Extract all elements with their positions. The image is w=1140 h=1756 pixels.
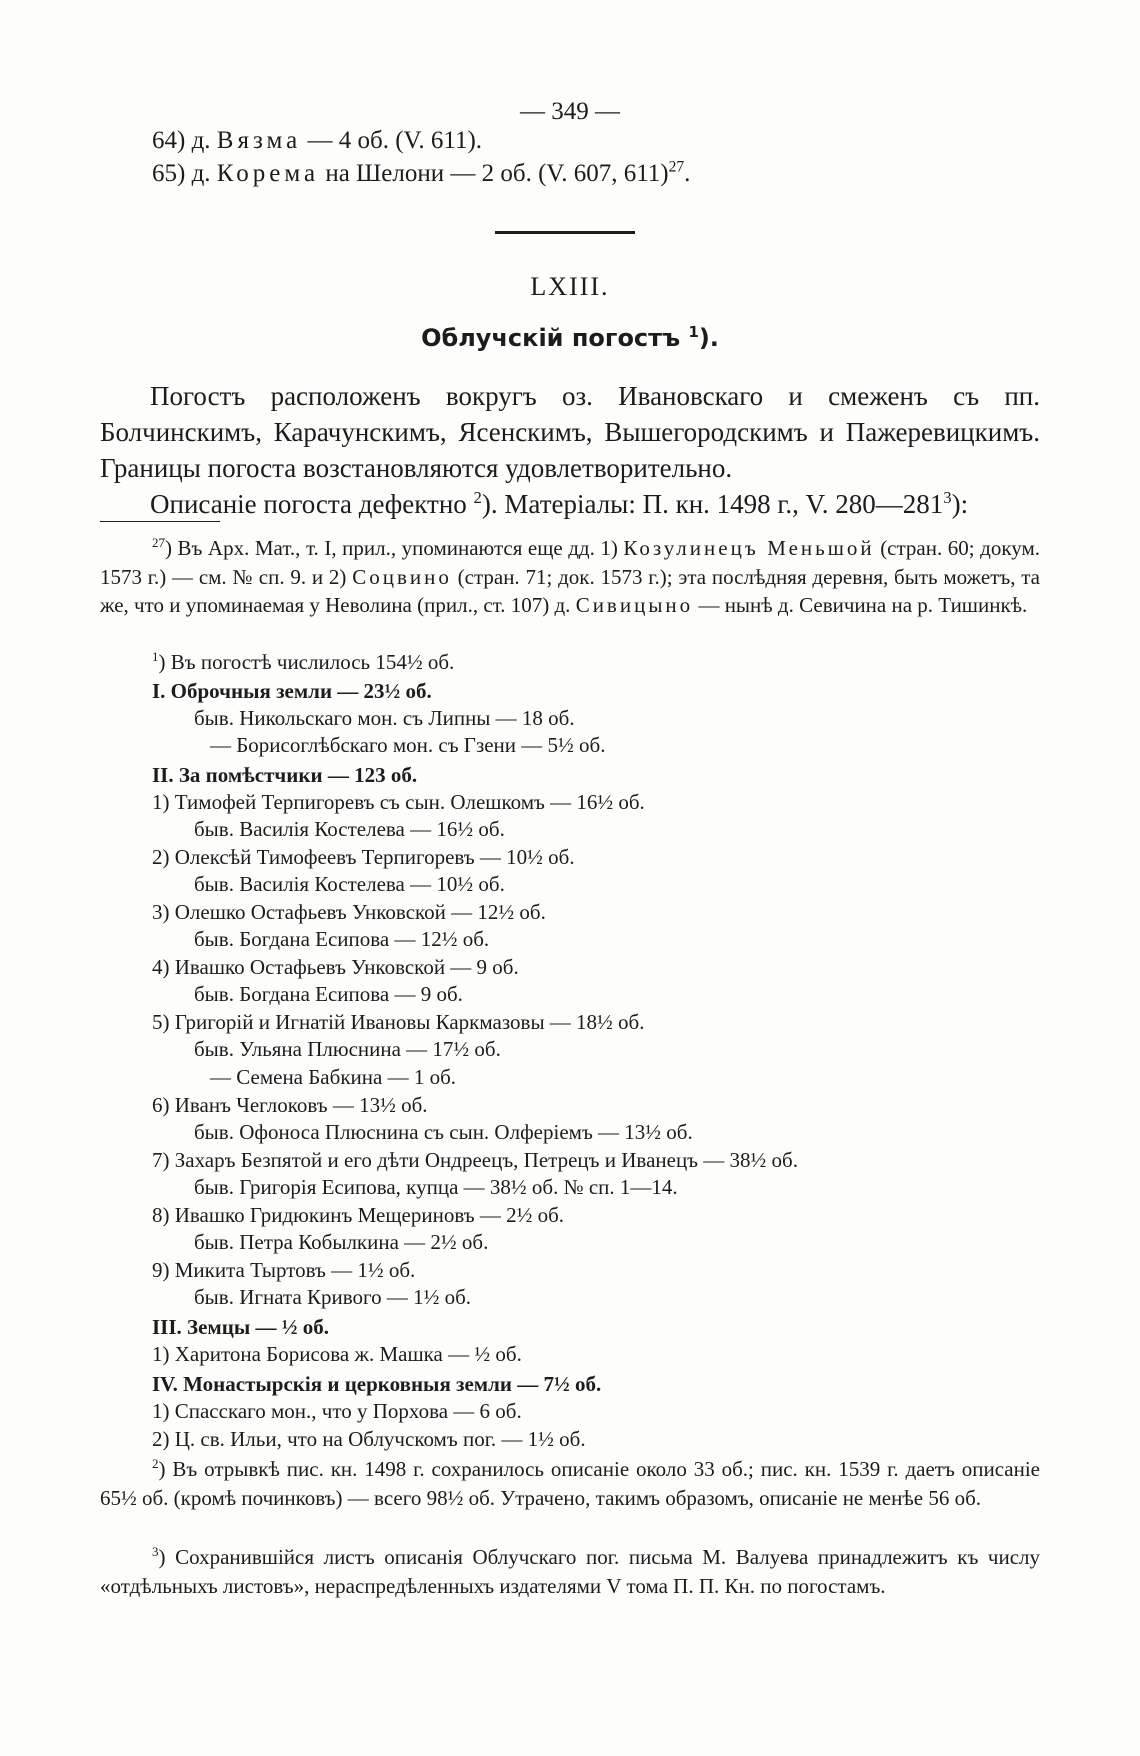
- ledger-heading: II. За помѣстчики — 123 об.: [152, 763, 418, 787]
- desc-text: ). Матеріалы: П. кн. 1498 г., V. 280—281: [481, 489, 944, 519]
- footnote-mark: 3: [152, 1544, 159, 1559]
- prev-entry-64: [152, 127, 482, 155]
- ledger-line: 8) Ивашко Гридюкинъ Мещериновъ — 2½ об.: [152, 1203, 565, 1227]
- ledger-heading: III. Земцы — ½ об.: [152, 1315, 329, 1339]
- village-name: Корема: [216, 160, 320, 187]
- ledger-line: 2) Ц. св. Ильи, что на Облучскомъ пог. — 1½ об.: [152, 1427, 586, 1451]
- ledger-line: быв. Игната Кривого — 1½ об.: [194, 1285, 472, 1309]
- ledger-line: 7) Захаръ Безпятой и его дѣти Ондреецъ, Петрецъ и Иванецъ — 38½ об.: [152, 1148, 798, 1172]
- village-name: Козулинецъ Меньшой: [623, 536, 875, 560]
- ledger-line: 9) Микита Тыртовъ — 1½ об.: [152, 1258, 416, 1282]
- ledger-line: — Борисоглѣбскаго мон. съ Гзени — 5½ об.: [210, 733, 606, 757]
- ledger-line: 4) Ивашко Остафьевъ Унковской — 9 об.: [152, 955, 519, 979]
- footnote-3: [100, 1543, 1040, 1600]
- footnote-27: [100, 534, 1040, 620]
- village-name: Вязма: [216, 127, 302, 154]
- village-name: Сивицыно: [575, 593, 694, 617]
- entry-number: 65) д.: [152, 160, 211, 187]
- ledger-line: быв. Петра Кобылкина — 2½ об.: [194, 1230, 489, 1254]
- section-title: [0, 324, 1140, 352]
- section-divider: [495, 231, 635, 234]
- section-title-text: Облучскій погостъ: [421, 324, 681, 352]
- entry-end: .: [684, 160, 691, 187]
- entry-number: 64) д.: [152, 127, 211, 154]
- ledger-line: быв. Василія Костелева — 10½ об.: [194, 872, 505, 896]
- ledger-line: быв. Ульяна Плюснина — 17½ об.: [194, 1037, 501, 1061]
- ledger-line: быв. Никольскаго мон. съ Липны — 18 об.: [194, 706, 575, 730]
- footnote-ref: 3: [943, 488, 952, 507]
- ledger-line: 5) Григорій и Игнатій Ивановы Каркмазовы — 18½ об.: [152, 1010, 645, 1034]
- intro-paragraph: Погостъ расположенъ вокругъ оз. Ивановскаго и смеженъ съ пп. Болчинскимъ, Карачунскимъ, Ясенскимъ, Вышегородскимъ и Пажеревицкимъ. Границы погоста возстановляются удовлетворительно.: [100, 381, 1040, 483]
- footnote-text: ) Сохранившійся листъ описанія Облучскаго пог. письма М. Валуева принадлежитъ къ числу «отдѣльныхъ листовъ», нераспредѣленныхъ издателями V тома П. П. Кн. по погостамъ.: [100, 1545, 1040, 1598]
- ledger-heading: I. Оброчныя земли — 23½ об.: [152, 679, 432, 703]
- footnote-text: — нынѣ д. Севичина на р. Тишинкѣ.: [698, 593, 1028, 617]
- footnote-2: [100, 1455, 1040, 1512]
- ledger-line: 1) Харитона Борисова ж. Машка — ½ об.: [152, 1342, 522, 1366]
- footnote-ref: 27: [668, 158, 685, 176]
- ledger-line: быв. Василія Костелева — 16½ об.: [194, 817, 505, 841]
- entry-text: на Шелони — 2 об. (V. 607, 611): [325, 160, 669, 187]
- footnote-mark: 27: [152, 535, 166, 550]
- footnote-mark: 1: [152, 649, 159, 664]
- footnote-ref: 2: [473, 488, 482, 507]
- entry-text: — 4 об. (V. 611).: [307, 127, 483, 154]
- ledger-line: 1) Тимофей Терпигоревъ съ сын. Олешкомъ — 16½ об.: [152, 790, 645, 814]
- ledger-line: быв. Богдана Есипова — 9 об.: [194, 982, 463, 1006]
- desc-text: ):: [951, 489, 969, 519]
- ledger-line: быв. Офоноса Плюснина съ сын. Олферіемъ — 13½ об.: [194, 1120, 693, 1144]
- page-number: — 349 —: [520, 98, 620, 125]
- ledger-line: 1) Спасскаго мон., что у Порхова — 6 об.: [152, 1399, 522, 1423]
- description-line: [150, 486, 1040, 522]
- footnote-ref: 1: [688, 323, 699, 341]
- prev-entry-65: [152, 160, 690, 188]
- ledger-heading: IV. Монастырскія и церковныя земли — 7½ об.: [152, 1372, 602, 1396]
- footnote-text: (стран. 60; докум. 1573 г.) — см. № сп. 9. и 2): [100, 536, 1040, 589]
- footnote-text: (стран. 71; док. 1573 г.); эта послѣдняя деревня, быть можетъ, та же, что и упоминаемая у Неволина (прил., ст. 107) д.: [100, 564, 1041, 617]
- footnote-text: ) Въ отрывкѣ пис. кн. 1498 г. сохранилось описаніе около 33 об.; пис. кн. 1539 г. даетъ описаніе 65½ об. (кромѣ починковъ) — всего 98½ об. Утрачено, такимъ образомъ, описаніе не менѣе 56 об.: [100, 1457, 1040, 1510]
- ledger-line: 2) Олексѣй Тимофеевъ Терпигоревъ — 10½ об.: [152, 845, 575, 869]
- desc-text: Описаніе погоста дефектно: [150, 489, 467, 519]
- footnote-separator: [100, 521, 220, 522]
- footnote-text: ) Въ погостѣ числилось 154½ об.: [158, 650, 455, 674]
- section-title-end: ).: [698, 324, 719, 352]
- footnote-text: ) Въ Арх. Мат., т. I, прил., упоминаются еще дд. 1): [165, 536, 618, 560]
- section-number: LXIII.: [530, 272, 610, 301]
- ledger-line: быв. Григорія Есипова, купца — 38½ об. № сп. 1—14.: [194, 1175, 678, 1199]
- village-name: Соцвино: [352, 564, 452, 589]
- ledger-line: быв. Богдана Есипова — 12½ об.: [194, 927, 490, 951]
- ledger-line: 6) Иванъ Чеглоковъ — 13½ об.: [152, 1093, 428, 1117]
- ledger-line: — Семена Бабкина — 1 об.: [210, 1065, 457, 1089]
- footnote-1: [152, 650, 454, 675]
- footnote-mark: 2: [152, 1456, 159, 1471]
- ledger-line: 3) Олешко Остафьевъ Унковской — 12½ об.: [152, 900, 546, 924]
